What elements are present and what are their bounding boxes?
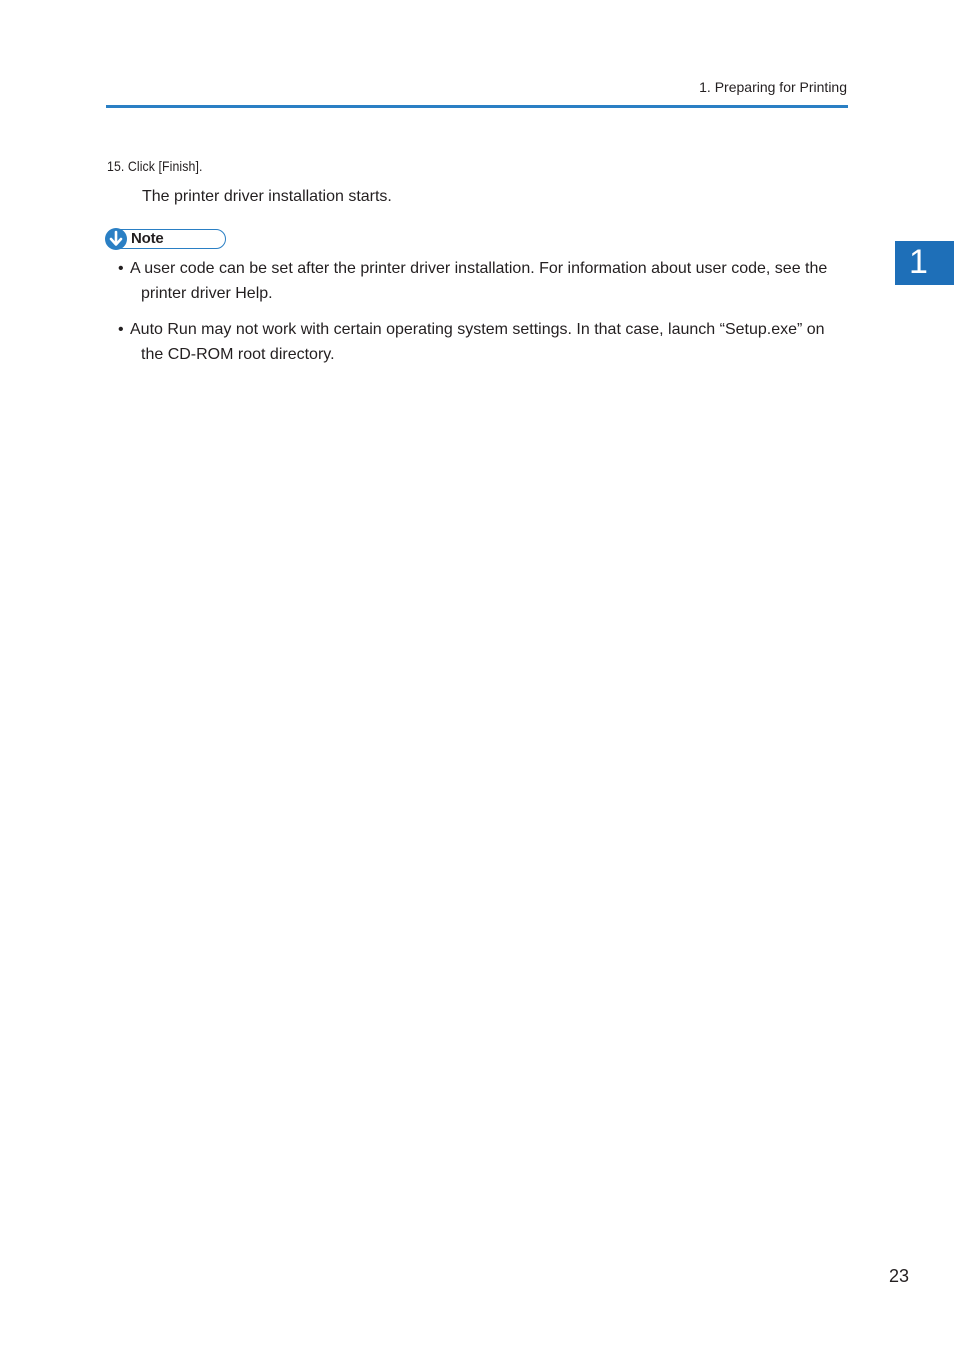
section-title: 1. Preparing for Printing bbox=[699, 79, 847, 95]
note-item-text: Auto Run may not work with certain operating system settings. In that case, launch “Setup.exe” on the CD-ROM root directory. bbox=[130, 321, 825, 363]
page-number: 23 bbox=[888, 1266, 909, 1286]
header-rule bbox=[106, 105, 848, 108]
chapter-tab bbox=[895, 241, 954, 285]
note-badge bbox=[106, 229, 226, 249]
note-label: Note bbox=[131, 230, 164, 247]
note-item-text: A user code can be set after the printer driver installation. For information about user code, see the printer driver Help. bbox=[130, 260, 828, 302]
step-heading: 15. Click [Finish]. bbox=[107, 158, 203, 174]
note-list bbox=[116, 256, 851, 378]
list-item bbox=[116, 256, 851, 306]
chapter-number: 1 bbox=[909, 243, 928, 281]
list-item bbox=[116, 317, 851, 367]
step-body: The printer driver installation starts. bbox=[142, 188, 392, 205]
down-arrow-icon bbox=[105, 228, 127, 250]
bullet: • bbox=[118, 260, 124, 277]
bullet: • bbox=[118, 321, 124, 338]
